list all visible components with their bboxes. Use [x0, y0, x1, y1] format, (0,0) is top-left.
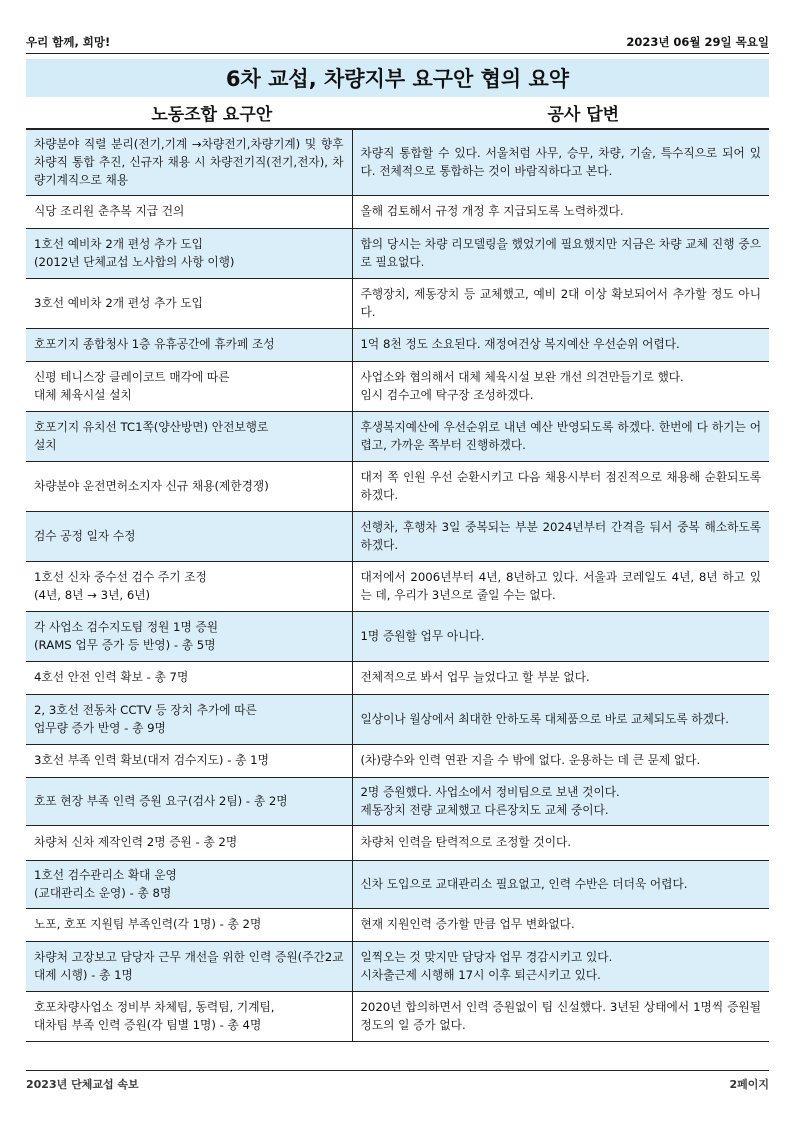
- union-demand-cell: 식당 조리원 춘추복 지급 건의: [26, 195, 352, 228]
- table-row: [26, 561, 769, 611]
- company-response-cell: 주행장치, 제동장치 등 교체했고, 예비 2대 이상 확보되어서 추가할 정도 아니다.: [352, 278, 769, 328]
- table-row: [26, 195, 769, 228]
- union-demand-cell: 1호선 검수관리소 확대 운영 (교대관리소 운영) - 총 8명: [26, 860, 352, 908]
- union-demand-cell: 호포기지 종합청사 1층 유휴공간에 휴카페 조성: [26, 328, 352, 361]
- table-row: [26, 361, 769, 411]
- union-demand-cell: 호포차량사업소 정비부 차체팀, 동력팀, 기계팀, 대차팀 부족 인력 증원(각 팀별 1명) - 총 4명: [26, 991, 352, 1041]
- page-title: 6차 교섭, 차량지부 요구안 협의 요약: [26, 59, 769, 97]
- union-demand-cell: 차량분야 직렬 분리(전기,기계 →차량전기,차량기계) 및 향후 차량직 통합 추진, 신규자 채용 시 차량전기직(전기,전자), 차량기계직으로 채용: [26, 130, 352, 195]
- union-demand-cell: 검수 공정 일자 수정: [26, 511, 352, 561]
- union-demand-cell: 차량분야 운전면허소지자 신규 채용(제한경쟁): [26, 461, 352, 511]
- union-demand-cell: 3호선 예비차 2개 편성 추가 도입: [26, 278, 352, 328]
- company-response-cell: 차량직 통합할 수 있다. 서울처럼 사무, 승무, 차량, 기술, 특수직으로 되어 있다. 전체적으로 통합하는 것이 바람직하다고 본다.: [352, 130, 769, 195]
- union-demand-cell: 호포 현장 부족 인력 증원 요구(검사 2팀) - 총 2명: [26, 777, 352, 825]
- company-response-cell: 1억 8천 정도 소요된다. 재정여건상 복지예산 우선순위 어렵다.: [352, 328, 769, 361]
- table-row: [26, 825, 769, 860]
- company-response-cell: 현재 지원인력 증가할 만큼 업무 변화없다.: [352, 908, 769, 941]
- table-row: [26, 991, 769, 1041]
- page-footer: [26, 1070, 769, 1092]
- company-response-cell: 2명 증원했다. 사업소에서 정비팀으로 보낸 것이다. 제동장치 전량 교체했고 다른장치도 교체 중이다.: [352, 777, 769, 825]
- company-response-cell: 올해 검토해서 규정 개정 후 지급되도록 노력하겠다.: [352, 195, 769, 228]
- union-demand-cell: 호포기지 유치선 TC1쪽(양산방면) 안전보행로 설치: [26, 411, 352, 461]
- company-response-cell: 신차 도입으로 교대관리소 필요없고, 인력 수반은 더더욱 어렵다.: [352, 860, 769, 908]
- union-demand-cell: 각 사업소 검수지도팀 정원 1명 증원 (RAMS 업무 증가 등 반영) - 총 5명: [26, 611, 352, 661]
- company-response-cell: 사업소와 협의해서 대체 체육시설 보완 개선 의견만들기로 했다. 임시 검수고에 탁구장 조성하겠다.: [352, 361, 769, 411]
- table-row: [26, 908, 769, 941]
- company-response-cell: 전체적으로 봐서 업무 늘었다고 할 부분 없다.: [352, 661, 769, 694]
- table-row: [26, 860, 769, 908]
- table-row: [26, 278, 769, 328]
- company-response-cell: 2020년 합의하면서 인력 증원없이 팀 신설했다. 3년된 상태에서 1명씩 증원될 정도의 일 증가 없다.: [352, 991, 769, 1041]
- demands-table: [26, 130, 769, 1042]
- table-row: [26, 777, 769, 825]
- table-row: [26, 661, 769, 694]
- table-row: [26, 228, 769, 278]
- slogan: 우리 함께, 희망!: [26, 35, 111, 49]
- publication-name: 2023년 단체교섭 속보: [26, 1078, 139, 1091]
- table-row: [26, 744, 769, 777]
- company-response-cell: 대저 쪽 인원 우선 순환시키고 다음 채용시부터 점진적으로 채용해 순환되도록 하겠다.: [352, 461, 769, 511]
- table-row: [26, 130, 769, 195]
- union-demand-cell: 1호선 신차 중수선 검수 주기 조정 (4년, 8년 → 3년, 6년): [26, 561, 352, 611]
- union-demand-cell: 차량처 신차 제작인력 2명 증원 - 총 2명: [26, 825, 352, 860]
- table-row: [26, 694, 769, 744]
- table-row: [26, 411, 769, 461]
- union-demands-header: 노동조합 요구안: [151, 105, 273, 125]
- table-row: [26, 611, 769, 661]
- table-row: [26, 511, 769, 561]
- company-response-cell: 합의 당시는 차량 리모델링을 했었기에 필요했지만 지금은 차량 교체 진행 중으로 필요없다.: [352, 228, 769, 278]
- table-row: [26, 461, 769, 511]
- company-response-cell: 1명 증원할 업무 아니다.: [352, 611, 769, 661]
- company-response-cell: 선행차, 후행차 3일 중복되는 부분 2024년부터 간격을 둬서 중복 해소하도록 하겠다.: [352, 511, 769, 561]
- issue-date: 2023년 06월 29일 목요일: [626, 35, 769, 49]
- company-response-cell: 차량처 인력을 탄력적으로 조정할 것이다.: [352, 825, 769, 860]
- company-response-cell: 일상이나 월상에서 최대한 안하도록 대체품으로 바로 교체되도록 하겠다.: [352, 694, 769, 744]
- table-row: [26, 328, 769, 361]
- page-number: 2페이지: [729, 1078, 769, 1091]
- union-demand-cell: 노포, 호포 지원팀 부족인력(각 1명) - 총 2명: [26, 908, 352, 941]
- top-header: [26, 34, 769, 54]
- union-demand-cell: 2, 3호선 전동차 CCTV 등 장치 추가에 따른 업무량 증가 반영 - 총 9명: [26, 694, 352, 744]
- company-response-cell: (차)량수와 인력 연관 지을 수 밖에 없다. 운용하는 데 큰 문제 없다.: [352, 744, 769, 777]
- company-response-cell: 대저에서 2006년부터 4년, 8년하고 있다. 서울과 코레일도 4년, 8년 하고 있는 데, 우리가 3년으로 줄일 수는 없다.: [352, 561, 769, 611]
- company-response-header: 공사 답변: [547, 105, 620, 125]
- company-response-cell: 일찍오는 것 맞지만 담당자 업무 경감시키고 있다. 시차출근제 시행해 17시 이후 퇴근시키고 있다.: [352, 941, 769, 991]
- union-demand-cell: 4호선 안전 인력 확보 - 총 7명: [26, 661, 352, 694]
- union-demand-cell: 신평 테니스장 클레이코트 매각에 따른 대체 체육시설 설치: [26, 361, 352, 411]
- company-response-cell: 후생복지예산에 우선순위로 내년 예산 반영되도록 하겠다. 한번에 다 하기는 어렵고, 가까운 쪽부터 진행하겠다.: [352, 411, 769, 461]
- union-demand-cell: 1호선 예비차 2개 편성 추가 도입 (2012년 단체교섭 노사합의 사항 이행): [26, 228, 352, 278]
- union-demand-cell: 차량처 고장보고 담당자 근무 개선을 위한 인력 증원(주간2교대제 시행) - 총 1명: [26, 941, 352, 991]
- column-headers: [26, 97, 769, 130]
- table-row: [26, 941, 769, 991]
- union-demand-cell: 3호선 부족 인력 확보(대저 검수지도) - 총 1명: [26, 744, 352, 777]
